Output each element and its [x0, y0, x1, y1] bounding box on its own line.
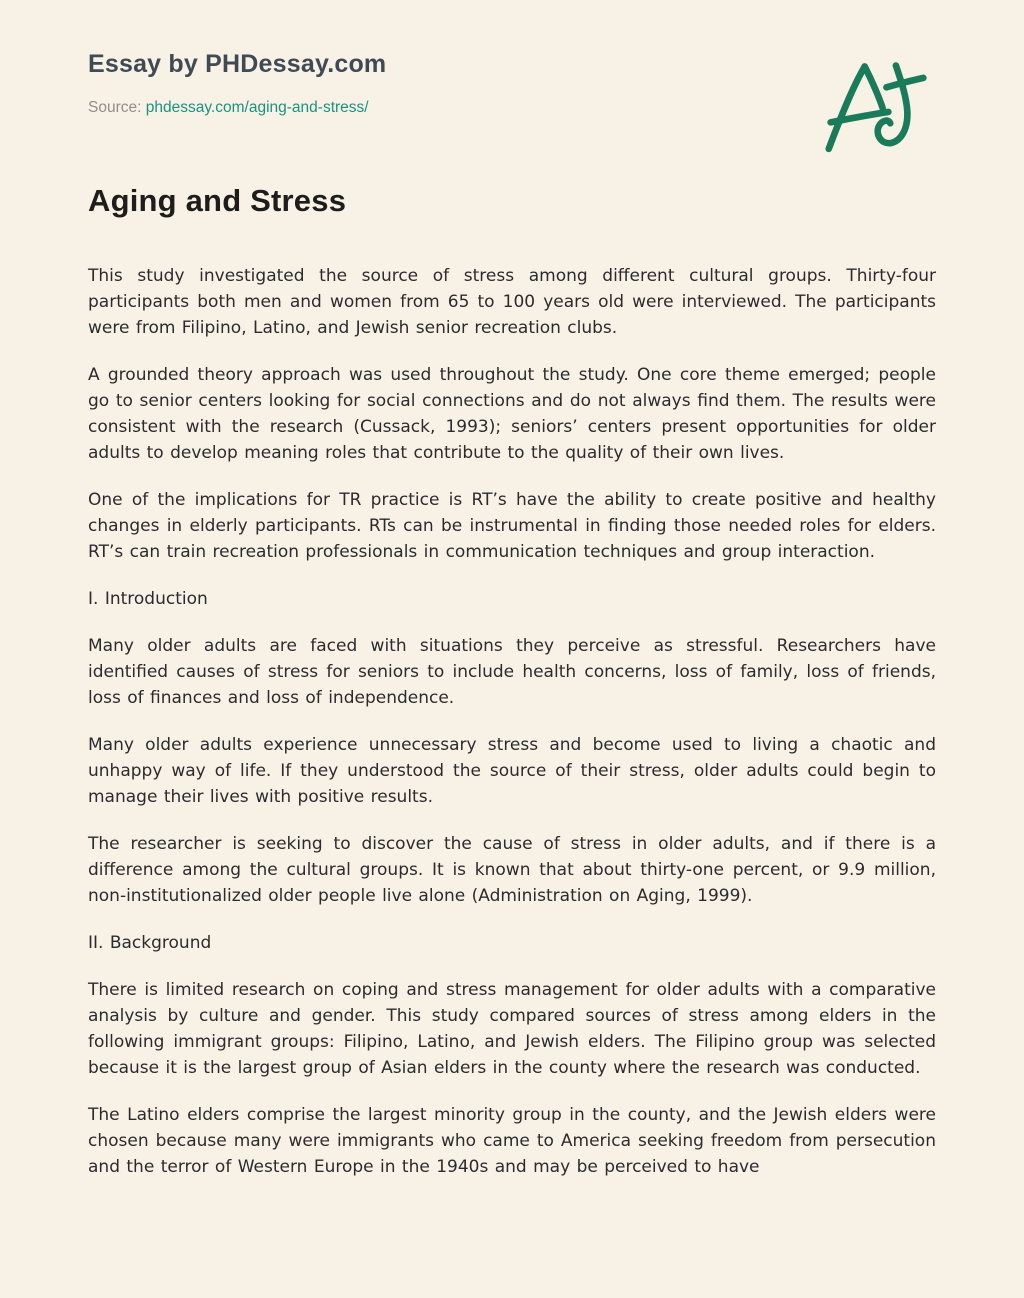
bottom-fade-overlay: [0, 1238, 1024, 1298]
source-link[interactable]: phdessay.com/aging-and-stress/: [145, 99, 369, 116]
source-label: Source:: [88, 99, 142, 116]
aplus-logo-icon: [824, 60, 930, 162]
section-heading-background: II. Background: [88, 933, 212, 953]
essay-title: Aging and Stress: [88, 183, 347, 218]
site-header-title: Essay by PHDessay.com: [88, 50, 387, 78]
paragraph-introduction-2: Many older adults experience unnecessary stress and become used to living a chaotic and unhappy way of life. If they understood the source of their stress, older adults could begin to manage their lives with positive results.: [88, 735, 936, 807]
paragraph-background-2-truncated: The Latino elders comprise the largest minority group in the county, and the Jewish elders were chosen because many were immigrants who came to America seeking freedom from persecution and the terror of Western Europe in the 1940s and may be perceived to have: [88, 1105, 936, 1177]
paragraph-background-1: There is limited research on coping and stress management for older adults with a comparative analysis by culture and gender. This study compared sources of stress among elders in the following immigrant groups: Filipino, Latino, and Jewish elders. The Filipino group was selected because it is the largest group of Asian elders in the county where the research was conducted.: [88, 980, 936, 1078]
paragraph-introduction-3: The researcher is seeking to discover the cause of stress in older adults, and if there is a difference among the cultural groups. It is known that about thirty-one percent, or 9.9 million, non-institutionalized older people live alone (Administration on Aging, 1999).: [88, 834, 936, 906]
paragraph-abstract-2: A grounded theory approach was used throughout the study. One core theme emerged; people go to senior centers looking for social connections and do not always find them. The results were consistent with the research (Cussack, 1993); seniors’ centers present opportunities for older adults to develop meaning roles that contribute to the quality of their own lives.: [88, 365, 936, 463]
paragraph-introduction-1: Many older adults are faced with situations they perceive as stressful. Researchers have identified causes of stress for seniors to include health concerns, loss of family, loss of friends, loss of finances and loss of independence.: [88, 636, 936, 708]
source-line: [88, 99, 936, 117]
paragraph-abstract-3: One of the implications for TR practice is RT’s have the ability to create positive and healthy changes in elderly participants. RTs can be instrumental in finding those needed roles for elders. RT’s can train recreation professionals in communication techniques and group interaction.: [88, 490, 936, 562]
paragraph-abstract-1: This study investigated the source of stress among different cultural groups. Thirty-four participants both men and women from 65 to 100 years old were interviewed. The participants were from Filipino, Latino, and Jewish senior recreation clubs.: [88, 266, 936, 338]
essay-body: [88, 263, 936, 1180]
section-heading-introduction: I. Introduction: [88, 589, 208, 609]
